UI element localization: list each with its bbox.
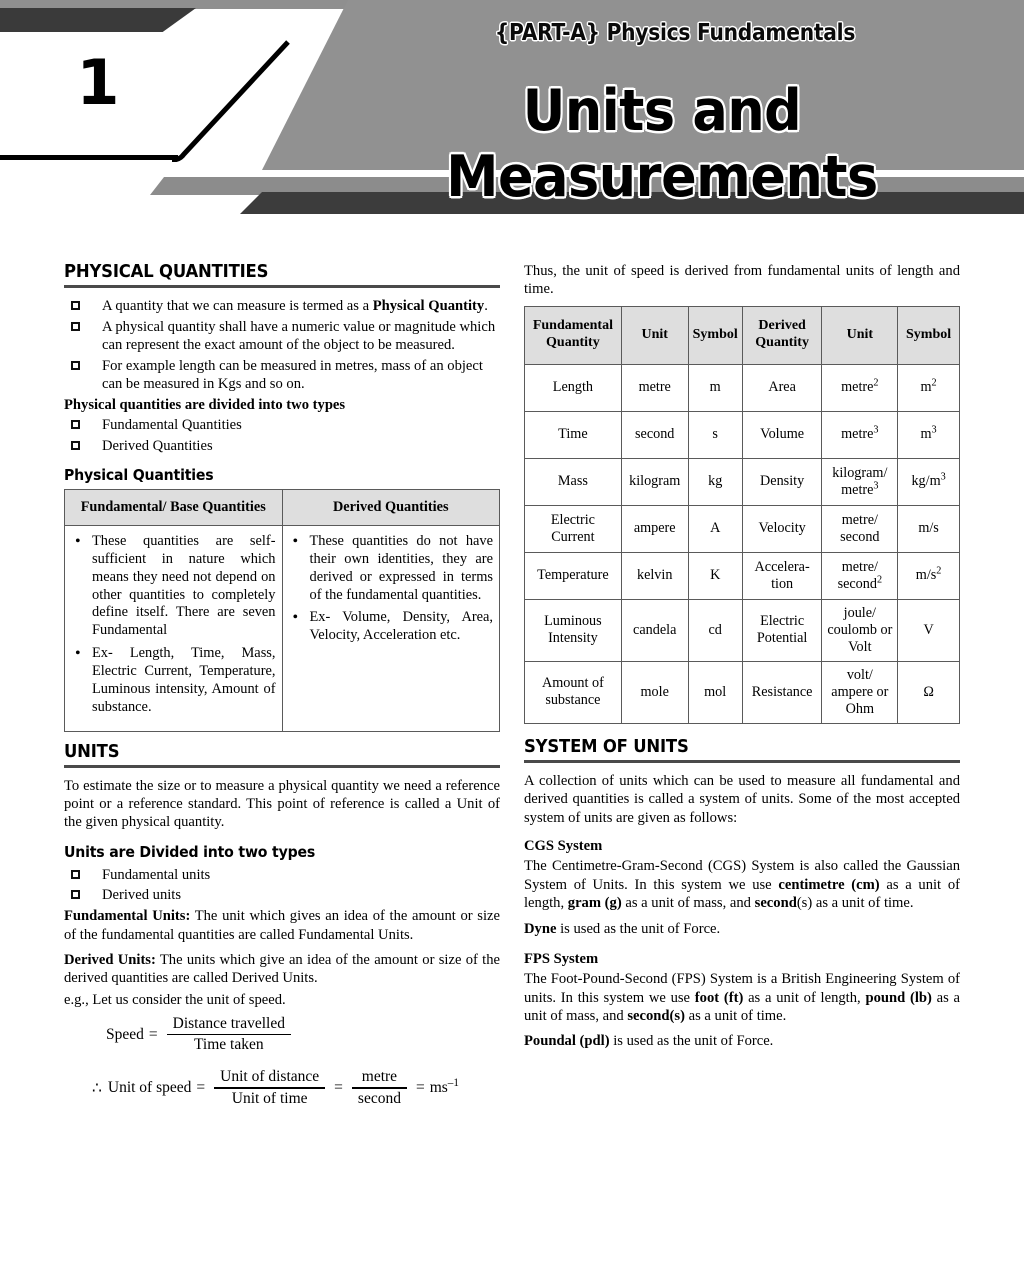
cell-unit: second <box>621 411 688 458</box>
cell-symbol: K <box>688 552 742 599</box>
fps-bold-second: second(s) <box>627 1008 685 1025</box>
table-row <box>525 552 960 599</box>
section-heading-system-of-units: SYSTEM OF UNITS <box>524 736 689 757</box>
fundamental-bullet-list <box>71 533 276 717</box>
column-header-fundamental-quantity: Fundamental Quantity <box>525 306 622 364</box>
left-column <box>64 262 500 1122</box>
poundal-bold-label: Poundal (pdl) <box>524 1033 610 1050</box>
cell-derived-unit: metre$^3$ <box>822 411 898 458</box>
fps-text-part-1: The Foot-Pound-Second (FPS) System is a British Engineering System of units. In this system we use <box>524 971 960 1006</box>
cell-derived-symbol: $kg/m^3$ <box>898 458 960 505</box>
units-intro-paragraph: To estimate the size or to measure a physical quantity we need a reference point or a reference standard. This point of reference is called a Unit of the given physical quantity. <box>64 777 500 831</box>
unit-of-speed-label: Unit of speed <box>107 1079 192 1097</box>
fraction-denominator: Time taken <box>194 1036 264 1054</box>
fundamental-units-paragraph <box>64 907 500 944</box>
fps-system-paragraph <box>524 970 960 1025</box>
column-header-derived-symbol: Symbol <box>898 306 960 364</box>
list-item <box>64 866 500 884</box>
fraction-numerator: metre <box>361 1068 398 1086</box>
cell-derived-quantity: Area <box>742 364 822 411</box>
cell-derived-quantity: Density <box>742 458 822 505</box>
cell-derived-symbol: $m^2$ <box>898 364 960 411</box>
square-bullet-icon <box>71 361 80 370</box>
cgs-system-heading: CGS System <box>524 838 603 855</box>
fps-text-part-2: as a unit of length, <box>743 989 866 1006</box>
table-row <box>525 599 960 661</box>
list-item <box>64 297 500 315</box>
list-item-text: Fundamental Quantities <box>102 417 242 434</box>
column-header-derived-quantity: Derived Quantity <box>742 306 822 364</box>
cgs-bold-centimetre: centimetre (cm) <box>778 876 880 893</box>
emphasis-text: Physical Quantity <box>372 298 485 314</box>
list-item <box>64 416 500 434</box>
square-bullet-icon <box>71 870 80 879</box>
cgs-text-part-3: as a unit of mass, and <box>621 895 755 912</box>
cgs-text-part-4: (s) as a unit of time. <box>796 895 914 912</box>
fraction-numerator: Distance travelled <box>172 1015 285 1033</box>
column-header-fundamental: Fundamental/ Base Quantities <box>65 490 283 526</box>
cell-unit: candela <box>621 599 688 661</box>
cell-unit: kilogram <box>621 458 688 505</box>
list-item <box>64 437 500 455</box>
cell-symbol: kg <box>688 458 742 505</box>
derived-bullet-list <box>289 533 494 645</box>
square-bullet-icon <box>71 890 80 899</box>
speed-formula-block <box>64 1015 500 1108</box>
cell-fundamental-quantity: Mass <box>525 458 622 505</box>
result-unit: ms <box>429 1079 448 1097</box>
list-item-text: For example length can be measured in metres, mass of an object can be measured in Kgs and so on. <box>102 357 483 392</box>
table-row <box>525 411 960 458</box>
fraction-numerator: Unit of distance <box>220 1068 320 1086</box>
cell-derived-unit: kilogram/ metre$^3$ <box>822 458 898 505</box>
cell-derived-quantity: Accelera-​tion <box>742 552 822 599</box>
example-line: e.g., Let us consider the unit of speed. <box>64 991 286 1008</box>
cell-fundamental-quantity: Amount of substance <box>525 661 622 723</box>
result-exponent: –1 <box>447 1077 459 1089</box>
speed-fraction <box>167 1015 291 1054</box>
column-header-symbol: Symbol <box>688 306 742 364</box>
square-bullet-icon <box>71 301 80 310</box>
fps-bold-foot: foot (ft) <box>694 989 744 1006</box>
derived-units-paragraph <box>64 951 500 988</box>
cell-unit: metre <box>621 364 688 411</box>
cell-derived-unit: joule/ coulomb or Volt <box>822 599 898 661</box>
unit-fraction-1 <box>214 1068 325 1107</box>
physical-quantities-bullet-list <box>64 297 500 393</box>
cell-derived-symbol: Ω <box>898 661 960 723</box>
cgs-text-part-2: as a unit of length, <box>524 876 960 912</box>
speed-formula <box>64 1015 500 1054</box>
list-item-text: A quantity that we can measure is termed as a Physical Quantity. <box>102 298 488 314</box>
cgs-bold-gram: gram (g) <box>567 895 622 912</box>
table-row <box>65 526 500 732</box>
section-rule <box>64 765 500 768</box>
section-rule <box>64 285 500 288</box>
cell-derived-symbol: $m/s^2$ <box>898 552 960 599</box>
fundamental-units-label: Fundamental Units: <box>64 908 191 925</box>
cell-derived-quantity: Resistance <box>742 661 822 723</box>
dyne-bold-label: Dyne <box>524 920 557 937</box>
cell-fundamental-quantity: Temperature <box>525 552 622 599</box>
cell-fundamental-quantity: Time <box>525 411 622 458</box>
chapter-number-rule <box>0 155 178 160</box>
cell-fundamental-quantity: Luminous Intensity <box>525 599 622 661</box>
physical-quantities-comparison-table <box>64 489 500 732</box>
divided-into-two-types-label: Physical quantities are divided into two types <box>64 396 346 413</box>
table-header-row <box>65 490 500 526</box>
derived-units-label: Derived Units: <box>64 951 156 968</box>
column-header-derived: Derived Quantities <box>282 490 500 526</box>
cell-derived-unit: metre/ second$^2$ <box>822 552 898 599</box>
square-bullet-icon <box>71 420 80 429</box>
list-item-text: Derived units <box>102 887 182 904</box>
square-bullet-icon <box>71 322 80 331</box>
cell-derived-unit: volt/ ampere or Ohm <box>822 661 898 723</box>
equals-sign: = <box>148 1025 158 1043</box>
cell-derived-unit: metre$^2$ <box>822 364 898 411</box>
system-of-units-intro: A collection of units which can be used to measure all fundamental and derived quantities is called a system of units. Some of the most accepted system of units are given as follows: <box>524 772 960 826</box>
list-item: • These quantities do not have their own identities, they are derived or expressed in terms of the fundamental quantities. <box>289 533 494 604</box>
list-item <box>64 318 500 354</box>
header-dark-bar <box>0 8 196 32</box>
cgs-bold-second: second <box>754 895 797 912</box>
chapter-number: 1 <box>76 46 120 119</box>
cell-unit: mole <box>621 661 688 723</box>
right-column <box>524 262 960 1058</box>
cell-symbol: cd <box>688 599 742 661</box>
unit-fraction-2 <box>352 1068 407 1107</box>
cell-derived-quantity: Electric Potential <box>742 599 822 661</box>
fraction-denominator: Unit of time <box>231 1089 308 1107</box>
chapter-header-banner <box>0 0 1024 215</box>
chapter-title: Units and Measurements <box>446 78 878 210</box>
cell-symbol: s <box>688 411 742 458</box>
equals-sign: = <box>196 1079 206 1097</box>
cell-derived-quantity: Velocity <box>742 505 822 552</box>
subheading-physical-quantities: Physical Quantities <box>64 466 214 485</box>
poundal-text: is used as the unit of Force. <box>609 1033 774 1050</box>
speed-label: Speed <box>106 1025 144 1043</box>
fps-text-part-3: as a unit of mass, and <box>524 989 960 1025</box>
cell-derived-quantity: Volume <box>742 411 822 458</box>
cell-fundamental-quantity: Length <box>525 364 622 411</box>
list-item <box>64 886 500 904</box>
units-table-body <box>525 364 960 723</box>
subheading-units-divided: Units are Divided into two types <box>64 842 316 861</box>
cell-symbol: mol <box>688 661 742 723</box>
list-item-text: A physical quantity shall have a numeric value or magnitude which can represent the exact amount of the object to be measured. <box>102 318 496 353</box>
fps-system-heading: FPS System <box>524 950 599 967</box>
section-heading-units: UNITS <box>64 741 120 762</box>
cgs-system-paragraph <box>524 857 960 912</box>
list-item-text: Fundamental units <box>102 866 211 883</box>
dyne-paragraph <box>524 920 960 938</box>
table-header-row <box>525 306 960 364</box>
poundal-paragraph <box>524 1032 960 1050</box>
derived-unit-intro-paragraph: Thus, the unit of speed is derived from fundamental units of length and time. <box>524 263 960 298</box>
cell-derived-symbol: m/s <box>898 505 960 552</box>
physical-quantity-types-list <box>64 416 500 455</box>
list-item: • Ex- Length, Time, Mass, Electric Current, Temperature, Luminous intensity, Amount of substance. <box>71 645 276 716</box>
derived-units-text: The units which give an idea of the amount or size of the derived quantities are called Derived Units. <box>64 951 501 987</box>
formula-result <box>430 1079 459 1097</box>
fundamental-units-text: The unit which gives an idea of the amount or size of the fundamental quantities are called Fundamental Units. <box>64 908 501 943</box>
fps-text-part-4: as a unit of time. <box>684 1008 787 1025</box>
section-heading-physical-quantities: PHYSICAL QUANTITIES <box>64 262 269 282</box>
table-row <box>525 505 960 552</box>
unit-of-speed-formula <box>64 1068 500 1107</box>
cell-fundamental-quantities <box>65 526 283 732</box>
cgs-text-part-1: The Centimetre-Gram-Second (CGS) System is also called the Gaussian System of Units. In this system we use <box>524 858 960 893</box>
fps-bold-pound: pound (lb) <box>865 989 932 1006</box>
cell-derived-symbol: V <box>898 599 960 661</box>
dyne-text: is used as the unit of Force. <box>556 920 721 937</box>
cell-fundamental-quantity: Electric Current <box>525 505 622 552</box>
list-item: • These quantities are self-sufficient in nature which means they need not depend on other quantities to completely define itself. There are seven Fundamental <box>71 533 276 640</box>
cell-symbol: A <box>688 505 742 552</box>
table-row <box>525 364 960 411</box>
fundamental-derived-units-table <box>524 306 960 724</box>
table-row <box>525 661 960 723</box>
column-header-unit: Unit <box>621 306 688 364</box>
part-label: {PART-A} Physics Fundamentals <box>494 20 856 46</box>
list-item: • Ex- Volume, Density, Area, Velocity, Acceleration etc. <box>289 609 494 645</box>
equals-sign: = <box>415 1079 425 1097</box>
table-row <box>525 458 960 505</box>
cell-unit: ampere <box>621 505 688 552</box>
unit-types-list <box>64 866 500 905</box>
section-rule <box>524 760 960 763</box>
fraction-denominator: second <box>357 1089 401 1107</box>
square-bullet-icon <box>71 441 80 450</box>
list-item <box>64 357 500 393</box>
cell-unit: kelvin <box>621 552 688 599</box>
cell-derived-quantities <box>282 526 500 732</box>
column-header-derived-unit: Unit <box>822 306 898 364</box>
list-item-text: Derived Quantities <box>102 437 213 454</box>
cell-derived-symbol: $m^3$ <box>898 411 960 458</box>
cell-symbol: m <box>688 364 742 411</box>
equals-sign: = <box>334 1079 343 1097</box>
therefore-symbol: ∴ <box>92 1079 102 1097</box>
cell-derived-unit: metre/ second <box>822 505 898 552</box>
page-body <box>0 262 1024 1265</box>
